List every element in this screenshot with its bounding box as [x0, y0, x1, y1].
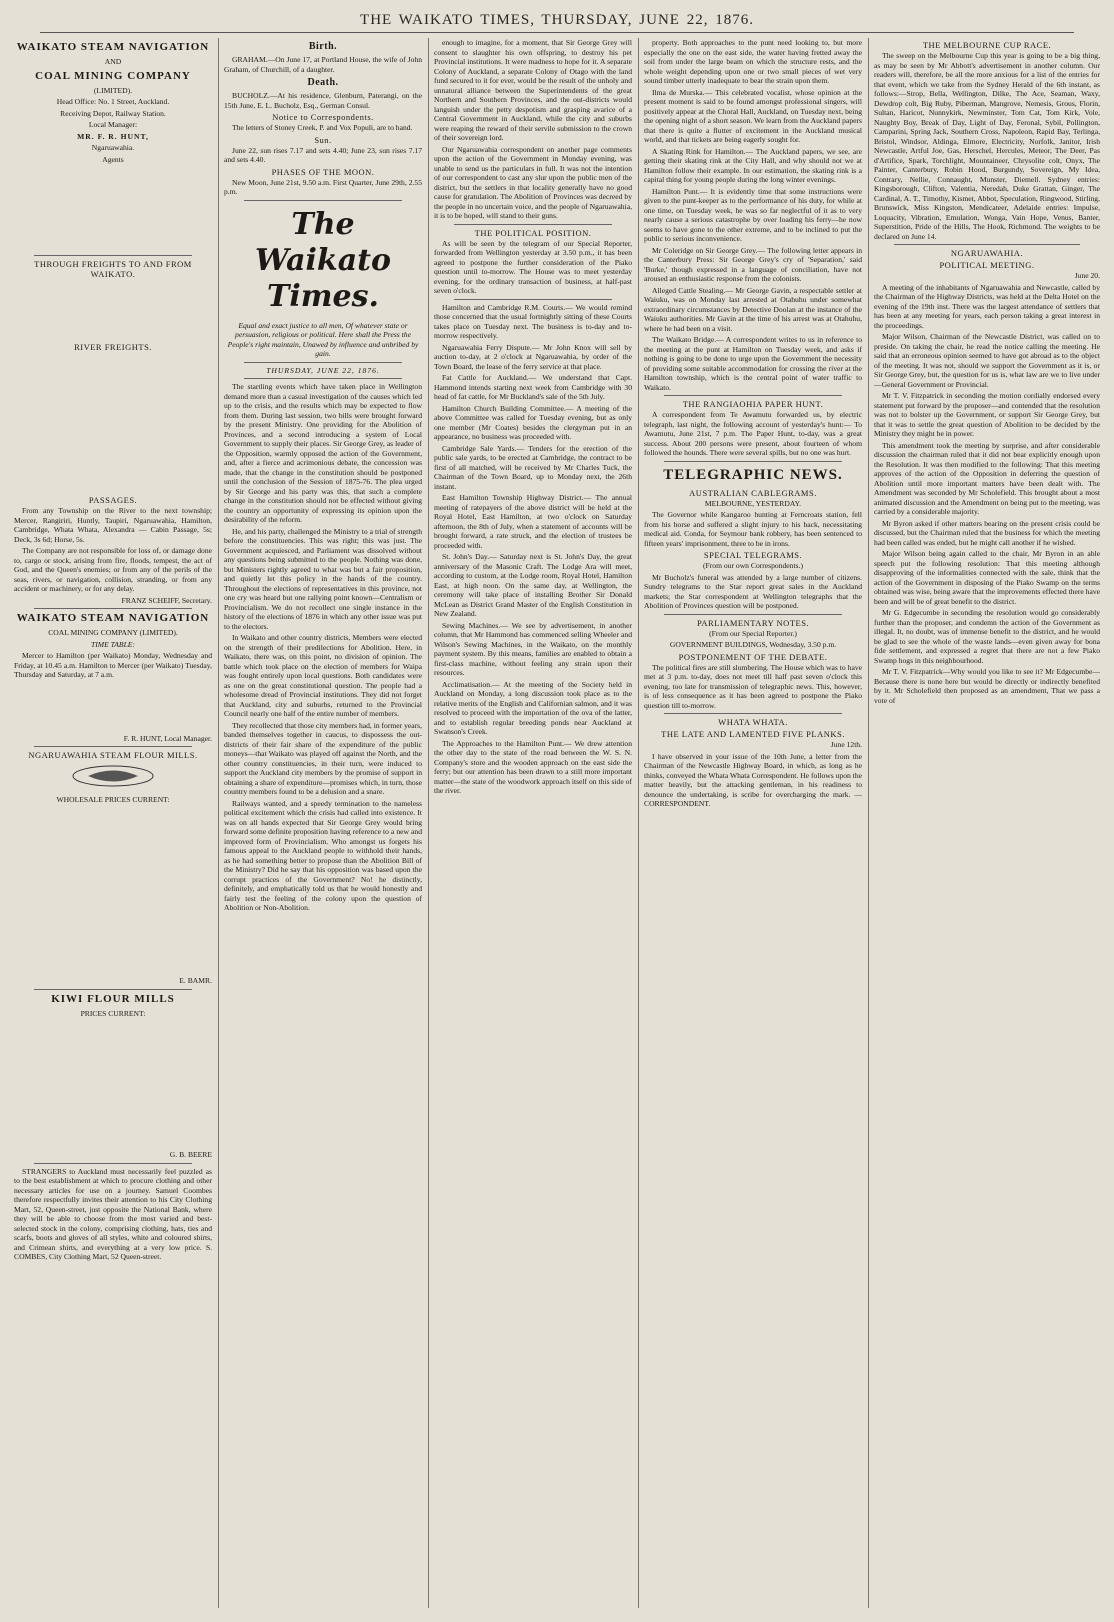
sun-title: Sun.: [314, 134, 332, 145]
melbourne-cup-text: The sweep on the Melbourne Cup this year is going to be a big thing, as may be seen by Mr Abbott's advertisement in another column. Our readers will, therefore, be all the more anxious for a list of the entries for that event, which we take from the Sydney Herald of the 6th instant, as follows:—Strop, Bella, Wellington, Dilke, The Ace, Seaman, Waxy, Dewdrop colt, Big Ruby, Piberman, Mangrove, Nemesis, Grous, Florin, Sultan, Haricot, Nunnykirk, Newminster, Tom Cat, Tom Kirk, Vole, Naughty Boy, Break of Day, Light of Day, Feronal, Sybil, Pollington, Camparini, Spring Jack, Southern Cross, Napoleon, Rapid Bay, Terlinga, Bristol, Windsor, Aldinga, Elmore, Electricity, Norfolk, Janitor, Irish Newcastle, Artful Joe, Gas, Herschel, Hercules, Meteor, The Deer, Pas d'Artifice, Spark, Torchlight, Mountaineer, Chrysolite colt, Onyx, The Painter, Canterbury, Robin Hood, Burgundy, Sovereign, My Idea, Contrary, Nellie, Connaught, Munster, Diemell. Sydney entries: Kingsborough, Clifton, Valentia, Neredah, Duke Grattan, Ginger, The Cardinal, A. T., Timothy, Kismet, Abbot, Speculation, Ringwood, Stirling, Brunswick, Miss Kingston, Mendicateer, Adelaide entries: Impulse, Loquacity, Vibration, Emulation, Wonga, Vain Hope, Venus, Banter, Superstition, Pride of the Hills, The Hook, Richmond. The weights to be declared on June 14.: [874, 51, 1100, 241]
meeting-paragraph: Mr T. V. Fitzpatrick—Why would you like to see it? Mr Edgecumbe—Because there is none here but would be directly or indirectly benefited by it. Mr Scholefield then proposed as an amendment, That we pass a vote of: [874, 667, 1100, 705]
news-item: Hamilton Punt.— It is evidently time that some instructions were given to the punt-keeper as to the performance of his duty, for while at one time, on Tuesday week, he was so far neglectful of it as to very nearly cause a serious catastrophe by over loading his ferry—he now seems to have gone to the other extreme, and to be inclined to put the public to serious inconvenience.: [644, 186, 862, 243]
editorial-paragraph: The startling events which have taken place in Wellington demand more than a casual investigation of the causes which led up to the crisis, and the results which may be expected to flow from them. During last session, two bills were brought forward by the present Ministry. One providing for the Abolition of Provinces, and a second introducing a system of Local Government to supply their places. Sir George Grey, as leader of the Opposition, warmly opposed the action of the Government, and, after a fierce and acrimonious debate, the concession was made, that the change in the constitution should be postponed until the conclusion of the Session of 1875-76. The plea urged by Sir George and his party was this, that such a complete change in the constitution should not be effected without giving the country an opportunity of expressing its opinion upon the desirability of the reform.: [224, 382, 422, 524]
column-rule: [638, 38, 639, 1608]
freight-table: [14, 280, 212, 340]
meeting-paragraph: Mr T. V. Fitzpatrick in seconding the motion cordially endorsed every statement put forward by the proposer—and contended that the resolution was not to bolster up the Government, or support Sir George Grey, but that it was to settle the great question of Abolition to be decided by the Ministry they might be in power.: [874, 391, 1100, 438]
kiwi-title: KIWI FLOUR MILLS: [51, 992, 175, 1005]
ad1-receiving: Receiving Depot, Railway Station.: [60, 108, 166, 118]
company-note: The Company are not responsible for loss of, or damage done to, cargo or stock, arising from fire, floods, tempest, the act of God, and the Queen's enemies; or from any of the perils of the seas, rivers, or navigation, collision, stranding, or from any accident or machinery, or for any delay.: [14, 546, 212, 593]
ad2-manager: F. R. HUNT, Local Manager.: [123, 733, 212, 743]
special-text: Mr Bucholz's funeral was attended by a large number of citizens. Sundry telegrams to the Star report great sales in the Auckland markets; the Star correspondent at Wellington telegraphs that the Abolition of Provinces question will be postponed.: [644, 572, 862, 610]
news-item: Ilma de Murska.— This celebrated vocalist, whose opinion at the present moment is said to be found amongst professional singers, will positively appear at the Choral Hall, Auckland, on Tuesday next, being the opening night of a short season. We learn from the Auckland papers that there is quite a flutter of excitement in the Auckland musical world, and that tickets are being eagerly sought for.: [644, 87, 862, 144]
column-5: [874, 38, 1100, 1608]
meeting-paragraph: This amendment took the meeting by surprise, and after considerable discussion the chairman ruled that it did not bear explicitly enough upon the Resolution. It was then modified to the following: That this meeting approves of the action of the Opposition in deferring the question of Abolition until more important matters have been dealt with. The Amendment was seconded by Mr Scholefield. This brought about a most animated discussion and the Amendment on being put to the meeting, was carried by a considerable majority.: [874, 440, 1100, 516]
sun-text: June 22, sun rises 7.17 and sets 4.40; June 23, sun rises 7.17 and sets 4.40.: [224, 145, 422, 164]
meeting-paragraph: Mr Byron asked if other matters bearing on the present crisis could be discussed, but the Chairman ruled that the business for which the meeting had been called was ended, but he might call another if he wished.: [874, 518, 1100, 547]
ad1-title: WAIKATO STEAM NAVIGATION: [16, 41, 210, 53]
political-meeting-title: POLITICAL MEETING.: [939, 260, 1035, 270]
news-item: Alleged Cattle Stealing.— Mr George Gavin, a respectable settler at Waiuku, was on Monday last arrested at Otahuhu under somewhat extraordinary circumstances by Detective Doolan at the instance of the Waiuku authorities. Mr Gavin at the time of his arrest was at Otahuhu, where he had been on a visit.: [644, 285, 862, 333]
ad1-limited: (LIMITED).: [93, 85, 133, 95]
political-position-title: THE POLITICAL POSITION.: [474, 227, 592, 238]
postponement-text: The political fires are still slumbering. The House which was to have met at 3 p.m. to-day, does not meet till half past seven o'clock this evening, too late for transmission of telegraphic news. This, however, is of less consequence as it has been agreed to postpone the Piako question till to-morrow.: [644, 662, 862, 710]
column-1: [14, 38, 212, 1608]
freight-title: THROUGH FREIGHTS TO AND FROM WAIKATO.: [34, 259, 192, 279]
divider: [244, 378, 402, 379]
telegraphic-news-title: TELEGRAPHIC NEWS.: [663, 466, 843, 483]
kiwi-prices-title: PRICES CURRENT:: [80, 1008, 146, 1018]
divider: [454, 224, 612, 225]
australian-subtitle: MELBOURNE, YESTERDAY.: [704, 498, 802, 508]
moon-text: New Moon, June 21st, 9.50 a.m. First Quarter, June 29th, 2.55 p.m.: [224, 177, 422, 196]
dateline: THURSDAY, JUNE 22, 1876.: [266, 365, 380, 375]
news-item: The Approaches to the Hamilton Punt.— We drew attention the other day to the state of the road between the W. S. N. Company's store and the wooden approach on the east side the ferry; but our attention has been drawn to a still more important matter—the state of the woodwork approach itself on this side of the river.: [434, 738, 632, 795]
notice-title: Notice to Correspondents.: [272, 112, 374, 122]
moon-title: PHASES OF THE MOON.: [271, 166, 375, 177]
special-subtitle: (From our own Correspondents.): [703, 561, 803, 570]
ad2-title: WAIKATO STEAM NAVIGATION: [16, 612, 210, 624]
agents-list: [14, 166, 212, 252]
ngaruawahia-title: NGARUAWAHIA.: [950, 248, 1024, 258]
news-item: Cambridge Sale Yards.— Tenders for the erection of the public sale yards, to be erected at Cambridge, the contract to be first of all matched, will be received by Mr Charles Tuck, the Chairman of the Town Board, up to Monday next, the 26th instant.: [434, 443, 632, 491]
five-planks-title: THE LATE AND LAMENTED FIVE PLANKS.: [661, 729, 845, 739]
divider: [244, 200, 402, 201]
news-item: property. Both approaches to the punt need looking to, but more especially the one on the east side, the water having fretted away the soil from under the large beam on which the structure rests, and the whole weight depending upon one or two small pieces of wet very sound timber utterly inadequate to bear the strain upon them.: [644, 38, 862, 85]
divider: [894, 244, 1080, 245]
ad1-and: AND: [104, 57, 122, 66]
meeting-paragraph: A meeting of the inhabitants of Ngaruawahia and Newcastle, called by the Chairman of the Highway Districts, was held at the Delta Hotel on the evening of the 19th inst. There was the largest attendance of settlers that has been at any meeting for years, each person taking a great interest in the proceedings.: [874, 282, 1100, 330]
ad2-schedule: [14, 682, 212, 734]
divider: [34, 1163, 192, 1164]
news-item: The Waikato Bridge.— A correspondent writes to us in reference to the meeting at the punt at Hamilton on Tuesday week, and asks if nothing is going to be done to urge upon the Government the necessity of providing some suitable accommodation for crossing the river at the Hamilton township, which is the central point of water traffic to Waikato.: [644, 335, 862, 392]
kiwi-signature: G. B. BEERE: [169, 1150, 212, 1159]
five-planks-text: I have observed in your issue of the 10th June, a letter from the Chairman of the Newcastle Highway Board, in which, as long as he thinks, conveyed the Whata Whata Correspondent. He follows upon the matter heavily, but the attacking gentleman, in his readiness to denounce the undertaking, is scribe for overcharging the mark. — CORRESPONDENT.: [644, 751, 862, 808]
divider: [664, 614, 842, 615]
masthead-rule: [40, 32, 1074, 33]
parliamentary-subtitle: (From our Special Reporter.): [709, 628, 797, 638]
ad2-timetable: TIME TABLE:: [91, 639, 135, 649]
ad1-manager-label: Local Manager:: [88, 120, 138, 129]
five-planks-date: June 12th.: [830, 740, 862, 749]
column-3: [434, 38, 632, 1608]
passages-title: PASSAGES.: [88, 495, 138, 505]
kiwi-price-table: [14, 1020, 212, 1150]
trade-mark-emblem: [14, 763, 212, 792]
paper-nameplate: The Waikato Times.: [254, 206, 391, 314]
ad1-company: COAL MINING COMPANY: [35, 69, 191, 82]
news-item: Ngaruawahia Ferry Dispute.— Mr John Knox will sell by auction to-day, at 2 o'clock at Ngaruawahia, by order of the Town Board, the lease of the ferry service at that place.: [434, 342, 632, 371]
news-item: Sewing Machines.— We see by advertisement, in another column, that Mr Hammond has commenced selling Wheeler and Wilson's Sewing Machines, in the Waikato, on the monthly payment system. By this means, families are enabled to obtain a first-class machine, without feeling any strain upon their resources.: [434, 620, 632, 677]
river-freights-table: [14, 353, 212, 493]
australian-title: AUSTRALIAN CABLEGRAMS.: [689, 487, 817, 498]
whata-whata-title: WHATA WHATA.: [718, 717, 788, 727]
column-rule: [428, 38, 429, 1608]
column-2: [224, 38, 422, 1608]
paper-motto: Equal and exact justice to all men, Of whatever state or persuasion, religious or political. Here shall the Press the People's right maintain, Unawed by influence and unbribed by gain.: [227, 320, 419, 358]
notice-text: The letters of Stoney Creek, P. and Vox Populi, are to hand.: [232, 123, 413, 132]
news-item: East Hamilton Township Highway District.— The annual meeting of ratepayers of the above district will be held at the Royal Hotel, East Hamilton, at two o'clock on Saturday afternoon, the 8th of July, when a statement of accounts will be brought forward, a rate struck, and the election of trustees be proceeded with.: [434, 493, 632, 550]
editorial-paragraph: They recollected that those city members had, in former years, banded themselves together in caucus, to dispossess the out-districts of their fair share of the expenditure of the public moneys—that Waikato was played off against the North, and the other country constituencies, in their turn, were induced to support the Auckland city members by the promise of support in obtaining a share of expenditure—promises which, in turn, those country members found to be a delusion and a snare.: [224, 720, 422, 796]
divider: [664, 713, 842, 714]
divider: [454, 299, 612, 300]
divider: [34, 746, 192, 747]
birth-title: Birth.: [308, 41, 338, 52]
news-item: A Skating Rink for Hamilton.— The Auckland papers, we see, are getting their skating rink at the City Hall, and why should not we at Hamilton follow their example. In our estimation, the skating rink is a capital thing for young people during the long winter evenings.: [644, 146, 862, 184]
divider: [34, 989, 192, 990]
passages-text: From any Township on the River to the next township; Mercer, Rangiriri, Huntly, Taupiri, Ngaruawahia, Hamilton, Cambridge, Whata Whata, Alexandra — Cabin Passage, 5s; Deck, 3s 6d; Horse, 5s.: [14, 506, 212, 544]
column-rule: [218, 38, 219, 1608]
ad1-agents: Agents: [102, 154, 124, 164]
column-rule: [868, 38, 869, 1608]
death-text: BUCHOLZ.—At his residence, Glenburn, Paterangi, on the 15th June, E. L. Bucholz, Esq., German Consul.: [224, 91, 422, 110]
meeting-date: June 20.: [1074, 271, 1100, 280]
mills-price-table: [14, 806, 212, 976]
article-paragraph: As will be seen by the telegram of our Special Reporter, forwarded from Wellington yesterday at 3.50 p.m., it has been agreed to postpone the further consideration of the Piako question until to-morrow. The House was to meet yesterday evening, for the ordinary transaction of business, at half-past seven o'clock.: [434, 238, 632, 295]
trade-mark-icon: [68, 763, 158, 789]
editorial-paragraph: Railways wanted, and a speedy termination to the nameless political excitement which the crisis had called into existence. It was on all hands expected that Sir George Grey would bring forward some definite proposition having reference to a new and improved form of Provincialism. Who amongst us forgets his famous appeal to the Auckland people to withhold their hands, as he had something better to propose than the Abolition Bill of the Ministry? Did he say that his opposition was based upon the corrupt practices of the Government? No! he distinctly, definitely, and emphatically told us that he would honestly and fairly test the feeling of the colony upon the question of Abolition or Non-Abolition.: [224, 798, 422, 912]
paper-hunt-text: A correspondent from Te Awamutu forwarded us, by electric telegraph, last night, the following account of yesterday's hunt:— To Awamutu, June 21st, 7 p.m. The Paper Hunt, to-day, was a great success. About 200 persons were present, about fourteen of whom followed the hounds. There were several spills, but no one was hurt.: [644, 410, 862, 457]
postponement-title: POSTPONEMENT OF THE DEBATE.: [678, 651, 828, 662]
divider: [34, 608, 192, 609]
ad1-ngaruawahia: Ngaruawahia.: [91, 143, 135, 152]
meeting-paragraph: Mr G. Edgecumbe in seconding the resolution would go considerably further than the proposer, and condemn the action of the Government as illegal. It, no doubt, was of immense benefit to the district, and he would be glad to see the whole of the waste lands—even given away for bona fide settlement, and expressed a regret that there are not a few Piako Swamp hogs in this neighbourhood.: [874, 608, 1100, 665]
parliamentary-place: GOVERNMENT BUILDINGS, Wednesday, 3.50 p.m.: [669, 640, 837, 649]
mills-title: NGARUAWAHIA STEAM FLOUR MILLS.: [28, 750, 198, 760]
news-item: Mr Coleridge on Sir George Grey.— The following letter appears in the Canterbury Press: Sir George Grey's cry of 'Separation,' said 'Burke,' though expressed in a language of conciliation, have not aroused an enthusiastic response from the colonists.: [644, 245, 862, 283]
divider: [244, 362, 402, 363]
birth-text: GRAHAM.—On June 17, at Portland House, the wife of John Graham, of Churchill, of a daughter.: [224, 55, 422, 74]
mills-prices-title: WHOLESALE PRICES CURRENT:: [56, 794, 170, 804]
meeting-paragraph: Major Wilson being again called to the chair, Mr Byron in an able speech put the following resolution: That this meeting although disapproving of the informalities connected with the sale, think that the action of the Government in disposing of the Piako Swamp on the terms obtained was wise, being aware that the improvements effected there have been and will be of great benefit to the district.: [874, 549, 1100, 606]
parliamentary-title: PARLIAMENTARY NOTES.: [696, 617, 810, 628]
column-4: [644, 38, 862, 1608]
melbourne-cup-title: THE MELBOURNE CUP RACE.: [922, 40, 1052, 50]
death-title: Death.: [307, 77, 339, 88]
news-item: Hamilton and Cambridge R.M. Courts.— We would remind those concerned that the usual fortnightly sitting of these Courts takes place on Tuesday next. The business is to-day and to-morrow respectively.: [434, 302, 632, 340]
river-freights-title: RIVER FREIGHTS.: [74, 342, 152, 352]
editorial-paragraph: He, and his party, challenged the Ministry to a trial of strength before the constituencies. This was right; this was just. The Government acquiesced, and Parliament was dissolved without any questions being submitted to the people. Nothing was done, but Ministers rightly agreed to what was but a fair proposition, and quietly let this policy in the hands of the country. Throughout the elections of representatives in this province, not one cry was heard but one rallying point known—Centralism or Provincialism. We do not recollect one single instance in the history of the elections of 1876 in which any other issue was put to the electors.: [224, 526, 422, 631]
divider: [664, 395, 842, 396]
mills-signature: E. BAMR.: [179, 976, 212, 985]
australian-text: The Governor while Kangaroo hunting at Ferncroats station, fell from his horse and suffered a slight injury to his back, necessitating medical aid. Conda, for Seymour bank robbery, has been sentenced to fifteen years' imprisonment, three to be in irons.: [644, 510, 862, 548]
ad2-company: COAL MINING COMPANY (LIMITED).: [48, 628, 178, 637]
news-item: Fat Cattle for Auckland.— We understand that Capt. Hammond intends starting next week from Cambridge with 30 head of fat cattle, for Mr Buckland's sale of the 5th July.: [434, 373, 632, 401]
meeting-paragraph: Major Wilson, Chairman of the Newcastle District, was called on to preside. On taking the chair, he read the notice calling the meeting. He said that an erroneous opinion seemed to have got abroad as to the object of the meeting. It was not, should we support the Government as it is, or Sir George Grey, but, the question for us is, what law are we to live under—General Government or Provincial.: [874, 332, 1100, 389]
news-item: St. John's Day.— Saturday next is St. John's Day, the great anniversary of the Masonic Craft. The Lodge Ara will meet, according to custom, at the Lodge room, Royal Hotel, Hamilton East, at high noon. On the same day, at Wellington, the ceremony will take place of installing Brother Sir Donald McLean as District Grand Master of the English Constitution in New Zealand.: [434, 552, 632, 618]
ad2-text: Mercer to Hamilton (per Waikato) Monday, Wednesday and Friday, at 10.45 a.m. Hamilton to Mercer (per Waikato) Tuesday, Thursday and Saturday, at 7 a.m.: [14, 651, 212, 679]
ad1-office: Head Office: No. 1 Street, Auckland.: [56, 97, 170, 106]
divider: [34, 255, 192, 256]
page-masthead: THE WAIKATO TIMES, THURSDAY, JUNE 22, 1876.: [360, 12, 754, 28]
news-item: Acclimatisation.— At the meeting of the Society held in Auckland on Monday, a long discussion took place as to the relative merits of the English and Californian salmon, and it was resolved to proceed with the importation of the ova of the latter, and to establish regular breeding ponds near Auckland at Swanson's Creek.: [434, 679, 632, 736]
bottom-advert: STRANGERS to Auckland must necessarily feel puzzled as to the best establishment at which to procure clothing and other necessary articles for use on a journey. Samuel Coombes therefore respectfully invites their attention to his City Clothing Mart, 52, Queen-street, just opposite the National Bank, where they will be able to choose from the most varied and best-selected stock in the colony, comprising clothing, hats, ties and scarfs, boots and gloves of all styles, white and coloured shirts, and Crimean shirts, and everything at a very low price. S. COMBES, City Clothing Mart, 52 Queen-street.: [14, 1166, 212, 1261]
article-paragraph: enough to imagine, for a moment, that Sir George Grey will consent to slaughter his own offspring, to destroy his pet Provincial institutions. It were madness to hope for it. A separate Colony of Auckland, a separate Colony of Otago with the land fund secured to it for ever, would be the result of the unholy and unnatural alliance between the Superintendents of the great Northern and Southern Provinces, and the out-districts would languish under the petty despotism and grasping avarice of a Central Government in Auckland, while the city and suburbs were reaping the reward of their servile submission to the crown of their sovereign lord.: [434, 38, 632, 142]
paper-hunt-title: THE RANGIAOHIA PAPER HUNT.: [682, 399, 824, 409]
special-telegrams-title: SPECIAL TELEGRAMS.: [703, 550, 803, 560]
news-item: Hamilton Church Building Committee.— A meeting of the above Committee was called for Tuesday evening, but as only one member (Mr Coates) besides the clergyman put in an appearance, no business was proceeded with.: [434, 403, 632, 441]
article-paragraph: Our Ngaruawahia correspondent on another page comments upon the action of the Government in Monday evening, was unable to send us the particulars in full. It was not the intention of our correspondent to cast any slur upon the public men of the district, but the settlers in that locality generally have no good cause for gratulation. The Abolition of Provinces was decreed by the people in no uncertain voice, and the people of Ngaruawahia, it is to be hoped, will stand to their guns.: [434, 144, 632, 220]
ad1-manager: MR. F. R. HUNT,: [77, 131, 149, 141]
secretary: FRANZ SCHEIFF, Secretary.: [121, 595, 212, 605]
divider: [664, 461, 842, 462]
editorial-paragraph: In Waikato and other country districts, Members were elected on the strength of their predilections for Abolition. Here, in Waikato, there was, on this point, no division of opinion. The battle which took place on the election of members for Waipa was fought entirely upon local questions. Both candidates were as one on the great constitutional question. The people had a wholesome dread of Provincial institutions. They did not forget that Auckland, city and suburbs, returned to the Provincial Council nearly one half of the entire number of members.: [224, 633, 422, 718]
